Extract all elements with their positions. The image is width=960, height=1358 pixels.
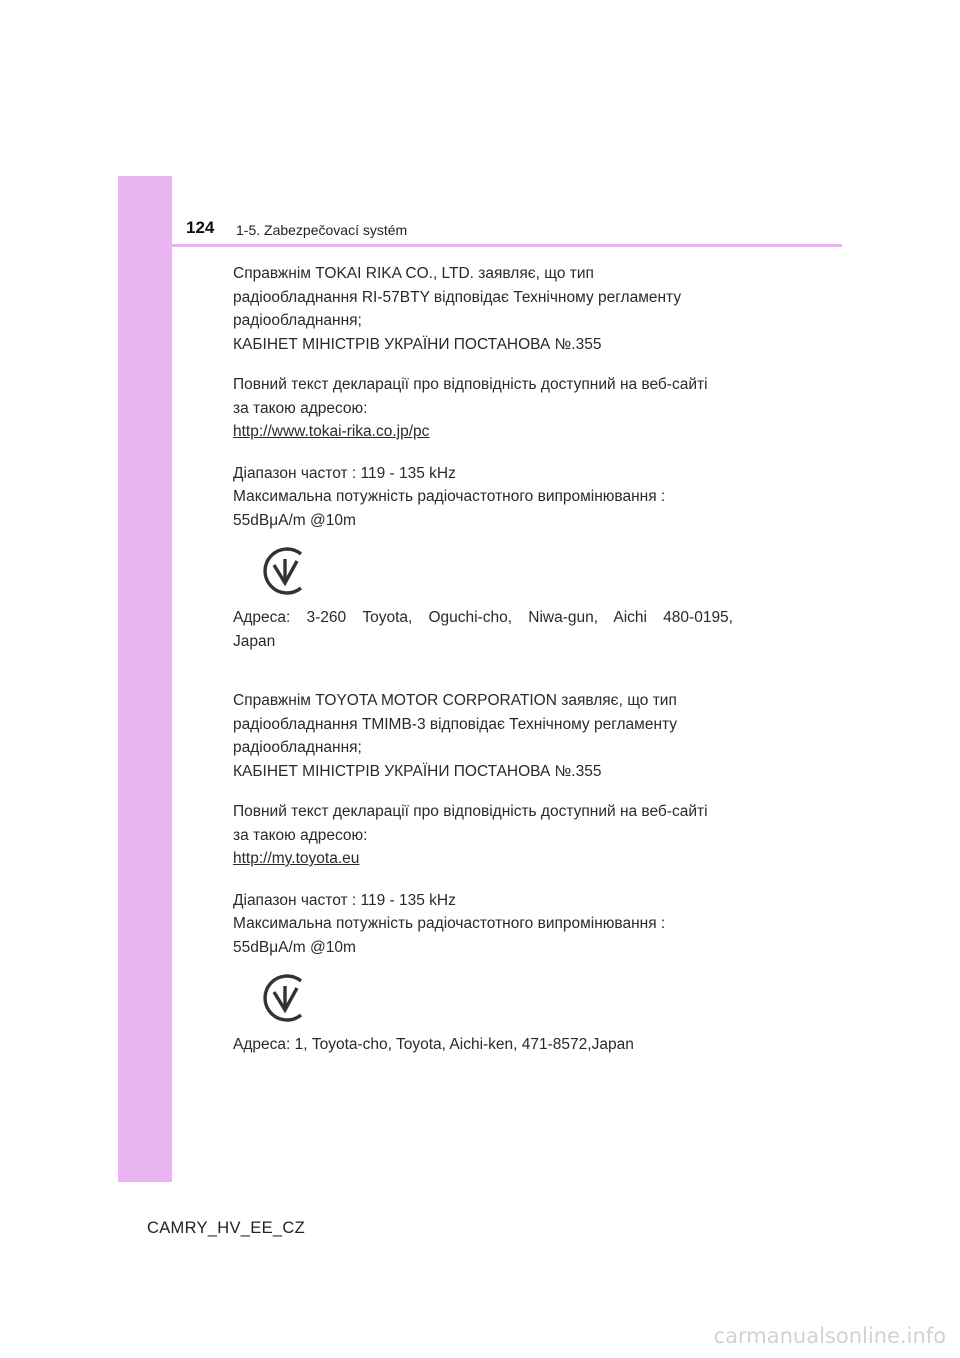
manufacturer-address: Адреса: 1, Toyota-cho, Toyota, Aichi-ken, 471-8572,Japan bbox=[233, 1036, 634, 1053]
declaration-line: Справжнім TOKAI RIKA CO., LTD. заявляє, що тип bbox=[233, 265, 594, 282]
frequency-range: Діапазон частот : 119 - 135 kHz bbox=[233, 891, 456, 909]
declaration-line: радіообладнання; bbox=[233, 739, 362, 756]
regulation-line: КАБІНЕТ МІНІСТРІВ УКРАЇНИ ПОСТАНОВА №.355 bbox=[233, 335, 602, 353]
ukrainian-conformity-mark-icon bbox=[257, 543, 313, 599]
max-power-label: Максимальна потужність радіочастотного випромінювання : bbox=[233, 488, 666, 505]
section-side-tab bbox=[118, 176, 172, 1182]
declaration-text-line: за такою адресою: bbox=[233, 826, 368, 844]
declaration-link[interactable]: http://www.tokai-rika.co.jp/pc bbox=[233, 423, 430, 440]
declaration-line: радіообладнання RI-57BTY відповідає Технічному регламенту bbox=[233, 288, 682, 306]
frequency-range: Діапазон частот : 119 - 135 kHz bbox=[233, 464, 456, 482]
section-title: 1-5. Zabezpečovací systém bbox=[236, 222, 408, 238]
max-power-value: 55dBμA/m @10m bbox=[233, 511, 356, 529]
declaration-line: радіообладнання TMIMB-3 відповідає Технічному регламенту bbox=[233, 715, 678, 733]
model-code: CAMRY_HV_EE_CZ bbox=[147, 1219, 305, 1237]
page-content bbox=[233, 262, 733, 1057]
max-power-value: 55dBμA/m @10m bbox=[233, 938, 356, 956]
ukrainian-conformity-mark-icon bbox=[257, 970, 313, 1026]
watermark: carmanualsonline.info bbox=[713, 1324, 946, 1348]
declaration-text-line: Повний текст декларації про відповідність доступний на веб-сайті bbox=[233, 803, 708, 820]
declaration-text-line: за такою адресою: bbox=[233, 399, 368, 417]
declaration-link[interactable]: http://my.toyota.eu bbox=[233, 850, 360, 867]
manufacturer-address: Адреса: 3-260 Toyota, Oguchi-cho, Niwa-gun, Aichi 480-0195, bbox=[233, 609, 733, 626]
regulation-line: КАБІНЕТ МІНІСТРІВ УКРАЇНИ ПОСТАНОВА №.355 bbox=[233, 762, 602, 780]
manufacturer-address-country: Japan bbox=[233, 632, 276, 650]
declaration-line: Справжнім TOYOTA MOTOR CORPORATION заявляє, що тип bbox=[233, 692, 677, 709]
declaration-text-line: Повний текст декларації про відповідність доступний на веб-сайті bbox=[233, 376, 708, 393]
max-power-label: Максимальна потужність радіочастотного випромінювання : bbox=[233, 915, 666, 932]
declaration-line: радіообладнання; bbox=[233, 312, 362, 329]
page-number: 124 bbox=[186, 218, 215, 237]
header-divider bbox=[172, 244, 842, 247]
